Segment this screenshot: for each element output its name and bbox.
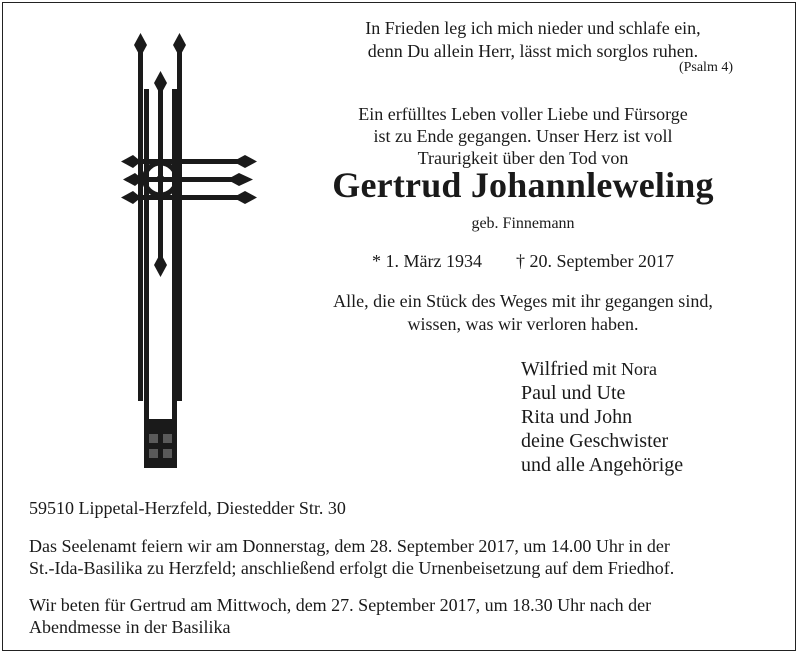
- psalm-line: In Frieden leg ich mich nieder und schlafe ein,: [365, 18, 701, 38]
- service-line: Das Seelenamt feiern wir am Donnerstag, dem 28. September 2017, um 14.00 Uhr in der: [29, 536, 670, 556]
- intro-text: [303, 103, 743, 169]
- mourner-name: Paul und Ute: [521, 382, 626, 404]
- maiden-name: geb. Finnemann: [471, 215, 575, 232]
- psalm-verse: [303, 17, 763, 63]
- life-dates: [303, 251, 743, 272]
- quote-line: Alle, die ein Stück des Weges mit ihr gegangen sind,: [333, 291, 713, 311]
- mourner-entry: [521, 381, 781, 405]
- service-line: St.-Ida-Basilika zu Herzfeld; anschließend erfolgt die Urnenbeisetzung auf dem Friedhof.: [29, 558, 675, 578]
- mourner-entry: [521, 405, 781, 429]
- mourner-name: Rita und John: [521, 406, 633, 428]
- prayer-line: Wir beten für Gertrud am Mittwoch, dem 27. September 2017, um 18.30 Uhr nach der: [29, 595, 652, 615]
- prayer-line: Abendmesse in der Basilika: [29, 617, 231, 637]
- funeral-service-info: [29, 535, 789, 579]
- mourner-entry: [521, 357, 781, 381]
- mourner-name: deine Geschwister: [521, 430, 669, 452]
- family-address: 59510 Lippetal-Herzfeld, Diestedder Str. 30: [29, 498, 346, 518]
- birth-date: * 1. März 1934: [372, 251, 482, 271]
- mourner-name: und alle Angehörige: [521, 454, 684, 476]
- mourner-entry: [521, 429, 781, 453]
- obituary-notice: [2, 2, 796, 651]
- psalm-reference: (Psalm 4): [678, 60, 733, 75]
- deceased-name: Gertrud Johannleweling: [332, 165, 714, 205]
- quote-line: wissen, was wir verloren haben.: [407, 314, 639, 334]
- death-date: † 20. September 2017: [516, 251, 674, 271]
- mourners-list: [521, 357, 781, 477]
- intro-line: Ein erfülltes Leben voller Liebe und Fürsorge: [358, 104, 688, 124]
- prayer-info: [29, 594, 789, 638]
- wrought-iron-cross-icon: [121, 31, 281, 481]
- mourner-suffix: mit Nora: [587, 359, 657, 379]
- remembrance-quote: [293, 290, 753, 336]
- intro-line: Traurigkeit über den Tod von: [417, 148, 629, 168]
- mourner-entry: [521, 453, 781, 477]
- intro-line: ist zu Ende gegangen. Unser Herz ist voll: [373, 126, 673, 146]
- mourner-name: Wilfried: [521, 358, 588, 380]
- psalm-line: denn Du allein Herr, lässt mich sorglos ruhen.: [367, 41, 699, 61]
